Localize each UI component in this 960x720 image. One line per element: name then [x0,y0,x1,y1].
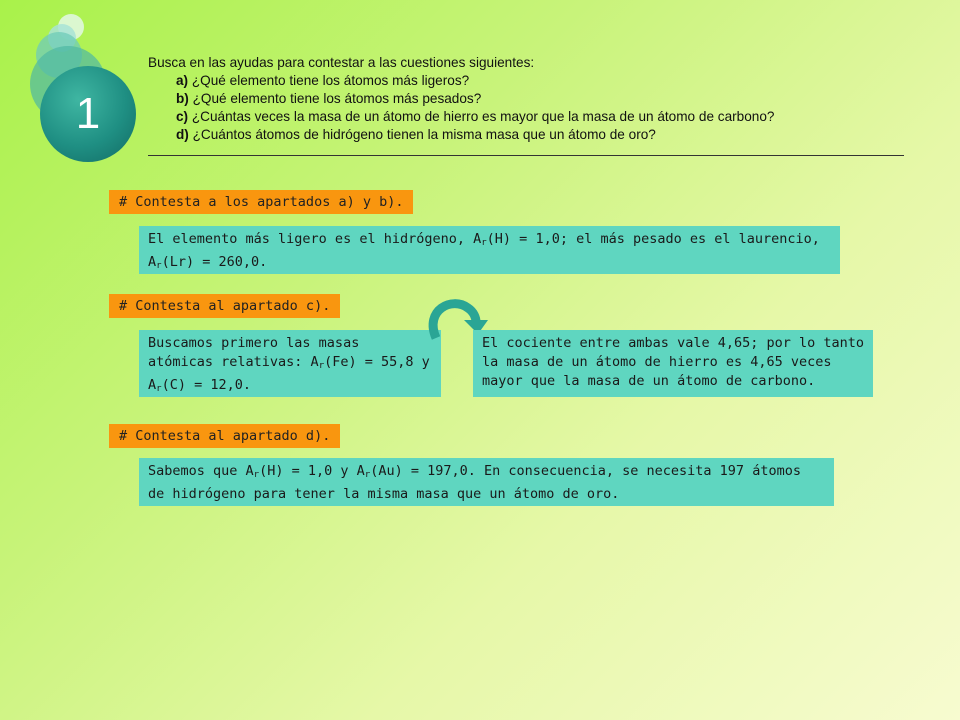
instructions-heading: Busca en las ayudas para contestar a las cuestiones siguientes: [148,55,535,70]
answer-c-right: El cociente entre ambas vale 4,65; por lo tanto la masa de un átomo de hierro es 4,65 veces mayor que la masa de un átomo de carbono. [473,330,873,397]
instructions [148,54,908,144]
question-item: c) ¿Cuántas veces la masa de un átomo de hierro es mayor que la masa de un átomo de carbono? [176,109,775,124]
question-item: a) ¿Qué elemento tiene los átomos más ligeros? [176,73,470,88]
answer-c-left: Buscamos primero las masas atómicas relativas: $A_r(Fe) = 55,8$ y $A_r(C) = 12,0$. [139,330,441,397]
question-item: d) ¿Cuántos átomos de hidrógeno tienen la misma masa que un átomo de oro? [176,127,656,142]
divider [148,155,904,156]
prompt-d: # Contesta al apartado d). [109,424,340,448]
answer-d: Sabemos que $A_r(H) = 1,0$ y $A_r(Au) = 197,0$. En consecuencia, se necesita 197 átomos de hidrógeno para tener la misma masa que un átomo de oro. [139,458,834,506]
prompt-ab: # Contesta a los apartados a) y b). [109,190,413,214]
question-number-badge: 1 [40,66,136,162]
answer-ab: El elemento más ligero es el hidrógeno, $A_r(H) = 1,0$; el más pesado es el laurencio, $A_r(Lr) = 260,0$. [139,226,840,274]
prompt-c: # Contesta al apartado c). [109,294,340,318]
question-item: b) ¿Qué elemento tiene los átomos más pesados? [176,91,482,106]
